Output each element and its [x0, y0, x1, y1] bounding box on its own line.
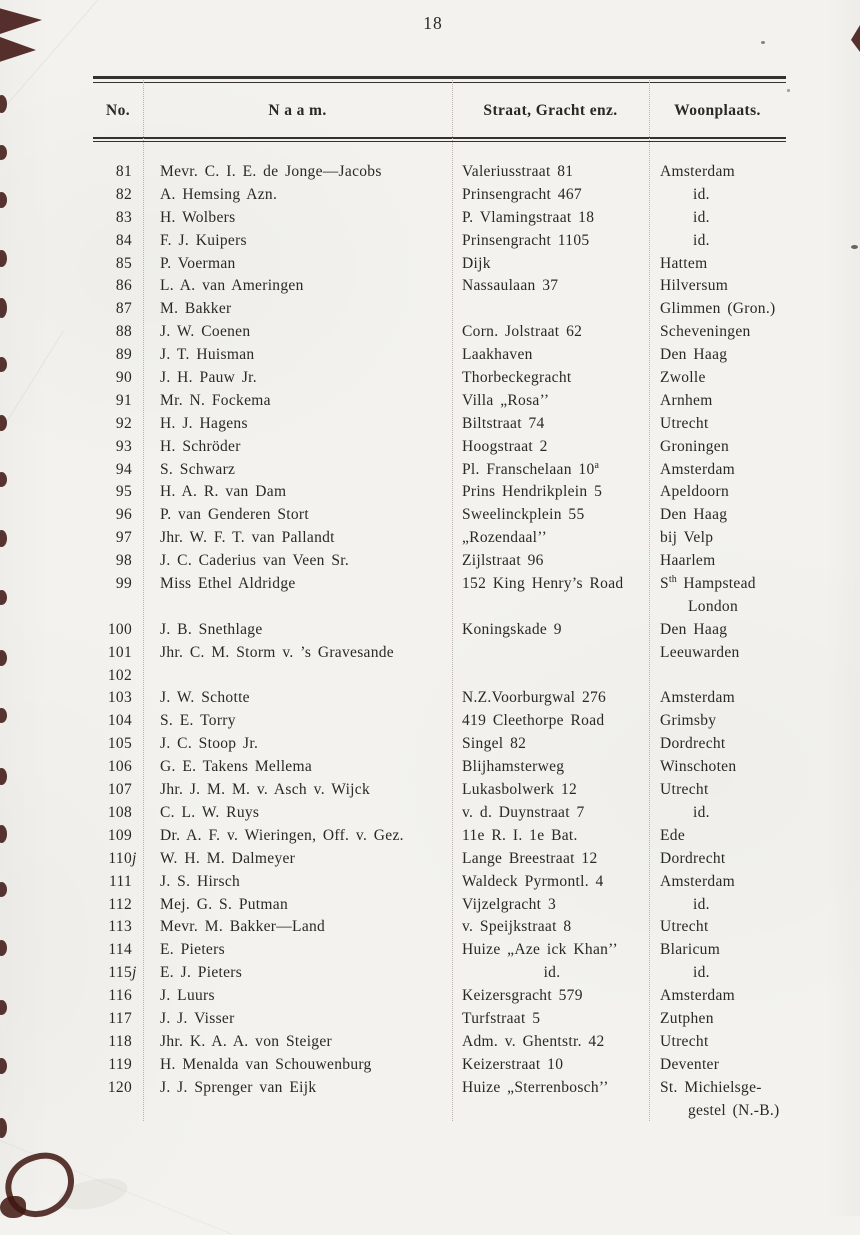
- cell-straat: Prinsengracht 1105: [462, 231, 590, 249]
- cell-woonplaats: id.: [693, 895, 710, 913]
- cell-no: 118: [108, 1032, 132, 1050]
- cell-naam: W. H. M. Dalmeyer: [160, 849, 296, 867]
- table-row: [0, 253, 860, 276]
- cell-straat: Adm. v. Ghentstr. 42: [462, 1032, 605, 1050]
- table-row: [0, 436, 860, 459]
- cell-no-suffix: j: [132, 964, 137, 982]
- cell-woonplaats: Apeldoorn: [660, 483, 729, 501]
- cell-woonplaats: Den Haag: [660, 620, 728, 638]
- cell-woonplaats: Utrecht: [660, 414, 709, 432]
- table-row: [0, 275, 860, 298]
- table-row: [0, 665, 860, 688]
- cell-woonplaats: Winschoten: [660, 758, 737, 776]
- scan-edge-mark: [0, 1196, 26, 1218]
- cell-no: 85: [115, 254, 132, 272]
- cell-straat: 152 King Henry’s Road: [462, 575, 624, 593]
- cell-woonplaats: Zwolle: [660, 369, 706, 387]
- cell-naam: Mevr. C. I. E. de Jonge—Jacobs: [160, 163, 382, 180]
- cell-no: 100: [107, 620, 132, 638]
- cell-naam: Jhr. C. M. Storm v. ’s Gravesande: [160, 643, 394, 661]
- cell-naam: F. J. Kuipers: [160, 231, 247, 249]
- cell-naam: H. Schröder: [160, 437, 241, 455]
- cell-woonplaats: Grimsby: [660, 712, 717, 730]
- cell-straat: Hoogstraat 2: [462, 437, 548, 455]
- cell-no: 92: [115, 414, 132, 432]
- cell-no: 112: [108, 895, 132, 913]
- cell-no: 91: [115, 391, 132, 409]
- cell-woonplaats: bij Velp: [660, 529, 714, 547]
- cell-woonplaats: Blaricum: [660, 941, 721, 959]
- table-row: [0, 871, 860, 894]
- ink-speck: [851, 245, 858, 249]
- cell-woonplaats: Amsterdam: [660, 460, 736, 478]
- table-row: [0, 802, 860, 825]
- cell-naam: S. Schwarz: [160, 460, 236, 478]
- cell-straat: Pl. Franschelaan 10$^a$: [462, 459, 599, 478]
- cell-straat: Zijlstraat 96: [462, 552, 544, 570]
- cell-straat: 419 Cleethorpe Road: [462, 712, 605, 730]
- cell-straat: Singel 82: [462, 735, 527, 753]
- cell-woonplaats: id.: [693, 231, 710, 249]
- cell-straat: Huize „Sterrenbosch’’: [462, 1078, 609, 1096]
- column-header-woonplaats: Woonplaats.: [674, 102, 761, 119]
- table-row: [0, 848, 860, 871]
- cell-no: 89: [115, 346, 132, 364]
- header-bottom-rule-thin: [93, 141, 786, 142]
- table-row: [0, 985, 860, 1008]
- table-row: [0, 687, 860, 710]
- table-row: [0, 710, 860, 733]
- cell-naam: J. H. Pauw Jr.: [160, 369, 257, 387]
- scan-edge-mark: [0, 95, 7, 113]
- table-row: [0, 1077, 860, 1100]
- table-row: [0, 642, 860, 665]
- table-row: [0, 321, 860, 344]
- cell-no: 101: [107, 643, 132, 661]
- cell-woonplaats: Amsterdam: [660, 987, 736, 1005]
- cell-naam: P. Voerman: [160, 254, 236, 272]
- table-row: [0, 550, 860, 573]
- cell-naam: E. Pieters: [160, 941, 225, 959]
- cell-naam: A. Hemsing Azn.: [160, 185, 278, 203]
- cell-woonplaats: Dordrecht: [660, 849, 726, 867]
- cell-no: 103: [107, 689, 132, 707]
- cell-straat: „Rozendaal’’: [462, 529, 548, 547]
- cell-no: 115 j: [72, 962, 132, 985]
- cell-no: 94: [115, 460, 132, 478]
- cell-naam: Jhr. W. F. T. van Pallandt: [160, 529, 335, 547]
- table-top-rule-thin: [93, 82, 786, 83]
- cell-woonplaats: Scheveningen: [660, 323, 751, 341]
- cell-straat: Laakhaven: [462, 346, 533, 364]
- cell-straat: Nassaulaan 37: [462, 277, 559, 295]
- cell-woonplaats: Amsterdam: [660, 689, 736, 707]
- table-row: [0, 733, 860, 756]
- cell-woonplaats: Deventer: [660, 1055, 720, 1073]
- cell-naam: S. E. Torry: [160, 712, 236, 730]
- cell-no: 116: [108, 987, 132, 1005]
- cell-straat: Prins Hendrikplein 5: [462, 483, 603, 501]
- cell-straat: Keizerstraat 10: [462, 1055, 564, 1073]
- table-row: [0, 1054, 860, 1077]
- cell-no: 114: [108, 941, 132, 959]
- cell-woonplaats: Glimmen (Gron.): [660, 300, 776, 318]
- table-row: [0, 161, 860, 184]
- cell-naam: Mr. N. Fockema: [160, 391, 271, 409]
- table-row: [0, 573, 860, 596]
- column-header-straat: Straat, Gracht enz.: [483, 102, 618, 119]
- cell-straat: v. Speijkstraat 8: [462, 918, 572, 936]
- cell-straat: Lange Breestraat 12: [462, 849, 598, 867]
- cell-no: 82: [115, 185, 132, 203]
- cell-naam: J. C. Caderius van Veen Sr.: [160, 552, 350, 570]
- cell-naam: H. J. Hagens: [160, 414, 248, 432]
- cell-naam: Mej. G. S. Putman: [160, 895, 288, 913]
- cell-no: 107: [107, 781, 132, 799]
- table-body: [0, 161, 860, 1122]
- cell-no: 110 j: [72, 848, 132, 871]
- table-row: [0, 894, 860, 917]
- cell-straat: id.: [543, 964, 561, 982]
- cell-no: 96: [115, 506, 132, 524]
- table-row: [0, 413, 860, 436]
- cell-naam: Jhr. J. M. M. v. Asch v. Wijck: [160, 781, 371, 799]
- cell-straat: Blijhamsterweg: [462, 758, 565, 776]
- cell-naam: J. W. Schotte: [160, 689, 250, 707]
- cell-straat: Huize „Aze ick Khan’’: [462, 941, 618, 959]
- table-row: [0, 962, 860, 985]
- cell-no: 83: [115, 208, 132, 226]
- cell-woonplaats: Dordrecht: [660, 735, 726, 753]
- cell-woonplaats: Utrecht: [660, 781, 709, 799]
- cell-straat: Koningskade 9: [462, 620, 562, 638]
- cell-woonplaats: id.: [693, 964, 710, 982]
- cell-no-suffix: j: [132, 849, 137, 867]
- cell-no: 106: [107, 758, 132, 776]
- table-row: [0, 779, 860, 802]
- cell-naam: P. van Genderen Stort: [160, 506, 309, 524]
- cell-straat: Prinsengracht 467: [462, 185, 582, 203]
- ink-speck: [787, 89, 790, 92]
- page-number: 18: [423, 13, 443, 33]
- cell-straat: Valeriusstraat 81: [462, 163, 574, 180]
- scan-edge-mark: [0, 145, 7, 160]
- cell-naam: Mevr. M. Bakker—Land: [160, 918, 326, 936]
- cell-naam: G. E. Takens Mellema: [160, 758, 313, 776]
- cell-woonplaats: Hattem: [660, 254, 708, 272]
- cell-naam: J. B. Snethlage: [160, 620, 263, 638]
- cell-no: 99: [115, 575, 132, 593]
- cell-straat: Biltstraat 74: [462, 414, 545, 432]
- cell-straat: Villa „Rosa’’: [462, 391, 550, 409]
- cell-no: 109: [107, 826, 132, 844]
- cell-woonplaats: Arnhem: [660, 391, 713, 409]
- cell-no: 104: [107, 712, 132, 730]
- cell-naam: J. Luurs: [160, 987, 215, 1005]
- cell-no: 95: [115, 483, 132, 501]
- cell-naam: Miss Ethel Aldridge: [160, 575, 296, 593]
- cell-woonplaats: Haarlem: [660, 552, 716, 570]
- cell-woonplaats: Groningen: [660, 437, 729, 455]
- cell-straat: Thorbeckegracht: [462, 369, 572, 387]
- cell-straat: P. Vlamingstraat 18: [462, 208, 595, 226]
- table-row: [0, 298, 860, 321]
- cell-naam: J. J. Sprenger van Eijk: [160, 1078, 317, 1096]
- cell-woonplaats: gestel (N.-B.): [688, 1101, 780, 1119]
- table-row: [0, 619, 860, 642]
- cell-woonplaats: Utrecht: [660, 1032, 709, 1050]
- cell-no: 97: [115, 529, 132, 547]
- cell-straat: Turfstraat 5: [462, 1009, 541, 1027]
- cell-no: 117: [108, 1009, 132, 1027]
- cell-no: 84: [115, 231, 132, 249]
- cell-naam: H. A. R. van Dam: [160, 483, 287, 501]
- cell-no: 119: [108, 1055, 132, 1073]
- table-row: [0, 916, 860, 939]
- table-row: [0, 459, 860, 482]
- cell-straat: N.Z.Voorburgwal 276: [462, 689, 607, 707]
- table-row: [0, 481, 860, 504]
- cell-no: 113: [108, 918, 132, 936]
- cell-straat: Keizersgracht 579: [462, 987, 583, 1005]
- cell-naam: Jhr. K. A. A. von Steiger: [160, 1032, 332, 1050]
- cell-woonplaats: id.: [693, 185, 710, 203]
- table-row: [0, 207, 860, 230]
- column-header-naam: N a a m.: [268, 102, 327, 119]
- table-row: [0, 367, 860, 390]
- table-row: [0, 230, 860, 253]
- cell-straat: v. d. Duynstraat 7: [462, 803, 585, 821]
- cell-naam: J. C. Stoop Jr.: [160, 735, 259, 753]
- cell-woonplaats: Amsterdam: [660, 872, 736, 890]
- table-row: [0, 1100, 860, 1123]
- cell-no: 86: [115, 277, 132, 295]
- cell-straat: Sweelinckplein 55: [462, 506, 585, 524]
- cell-naam: H. Wolbers: [160, 208, 236, 226]
- cell-woonplaats: London: [688, 597, 739, 615]
- cell-no: 120: [107, 1078, 132, 1096]
- cell-naam: Dr. A. F. v. Wieringen, Off. v. Gez.: [160, 826, 404, 844]
- cell-naam: E. J. Pieters: [160, 964, 243, 982]
- cell-straat: Corn. Jolstraat 62: [462, 323, 583, 341]
- cell-no: 108: [107, 803, 132, 821]
- cell-no: 81: [115, 163, 132, 180]
- table-top-rule: [93, 76, 786, 79]
- cell-naam: H. Menalda van Schouwenburg: [160, 1055, 372, 1073]
- cell-no: 98: [115, 552, 132, 570]
- cell-naam: L. A. van Ameringen: [160, 277, 304, 295]
- cell-woonplaats: Den Haag: [660, 506, 728, 524]
- cell-no: 102: [107, 666, 132, 684]
- cell-no: 93: [115, 437, 132, 455]
- cell-woonplaats: St. Michielsge-: [660, 1078, 762, 1096]
- cell-woonplaats: Den Haag: [660, 346, 728, 364]
- cell-naam: C. L. W. Ruys: [160, 803, 260, 821]
- cell-straat: Vijzelgracht 3: [462, 895, 556, 913]
- cell-straat: 11e R. I. 1e Bat.: [462, 826, 578, 844]
- table-row: [0, 756, 860, 779]
- cell-woonplaats: Leeuwarden: [660, 643, 740, 661]
- cell-no: 87: [115, 300, 132, 318]
- cell-straat: Dijk: [462, 254, 491, 272]
- cell-straat: Waldeck Pyrmontl. 4: [462, 872, 604, 890]
- cell-no: 88: [115, 323, 132, 341]
- cell-naam: J. J. Visser: [160, 1009, 235, 1027]
- cell-naam: M. Bakker: [160, 300, 232, 318]
- cell-woonplaats: Zutphen: [660, 1009, 714, 1027]
- cell-no: 90: [115, 369, 132, 387]
- cell-woonplaats: Utrecht: [660, 918, 709, 936]
- table-row: [0, 527, 860, 550]
- table-row: [0, 390, 860, 413]
- table-row: [0, 504, 860, 527]
- table-row: [0, 344, 860, 367]
- cell-no: 105: [107, 735, 132, 753]
- cell-woonplaats: $S^{th}$ Hampstead: [660, 573, 756, 593]
- table-row: [0, 1031, 860, 1054]
- table-row: [0, 1008, 860, 1031]
- ink-speck: [761, 41, 765, 44]
- cell-naam: J. T. Huisman: [160, 346, 255, 364]
- cell-woonplaats: id.: [693, 208, 710, 226]
- scan-edge-mark: [0, 37, 36, 63]
- cell-no: 111: [109, 872, 132, 890]
- table-row: [0, 825, 860, 848]
- cell-naam: J. S. Hirsch: [160, 872, 241, 890]
- cell-woonplaats: id.: [693, 803, 710, 821]
- table-row: [0, 184, 860, 207]
- header-bottom-rule: [93, 137, 786, 139]
- cell-naam: J. W. Coenen: [160, 323, 251, 341]
- table-row: [0, 939, 860, 962]
- cell-woonplaats: Amsterdam: [660, 163, 736, 180]
- table-row: [0, 596, 860, 619]
- cell-woonplaats: Ede: [660, 826, 685, 844]
- cell-woonplaats: Hilversum: [660, 277, 729, 295]
- column-header-no: No.: [105, 102, 131, 119]
- cell-straat: Lukasbolwerk 12: [462, 781, 578, 799]
